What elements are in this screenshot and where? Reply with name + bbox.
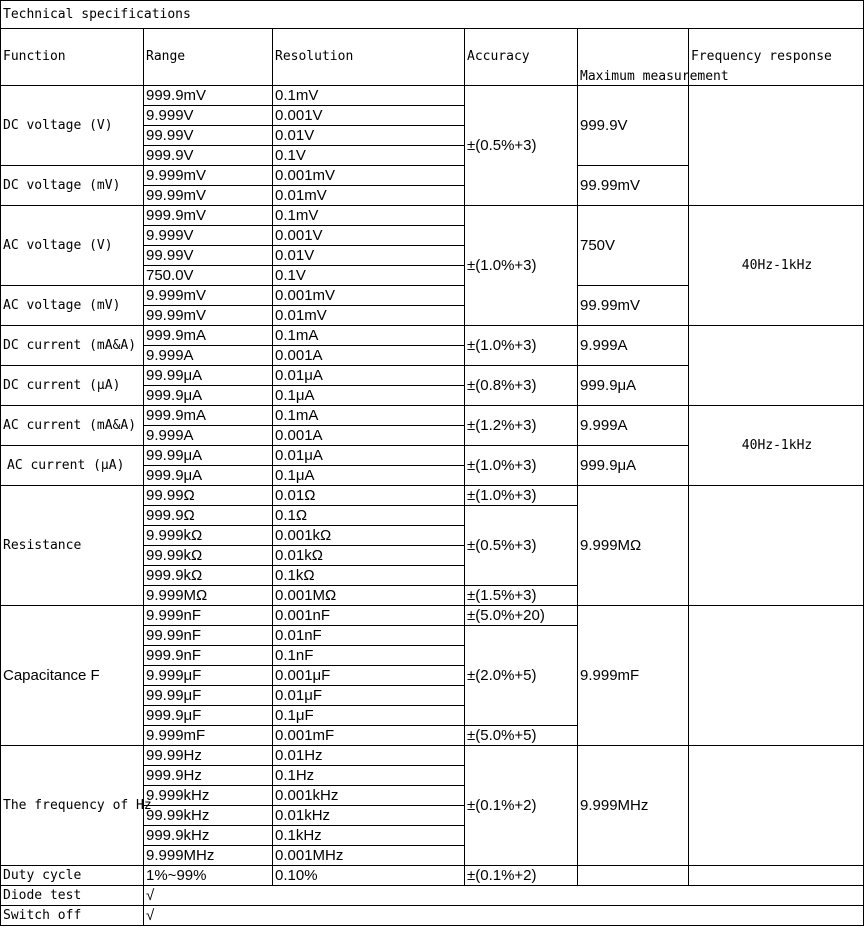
- range-cell: 999.9μA: [144, 466, 273, 486]
- resolution-cell: 0.01kΩ: [273, 546, 465, 566]
- range-cell: 999.9mA: [144, 406, 273, 426]
- function-cell: AC voltage (V): [1, 206, 144, 286]
- resolution-cell: 0.1mA: [273, 406, 465, 426]
- accuracy-cell: ±(0.1%+2): [465, 746, 578, 866]
- check-mark: √: [144, 886, 864, 906]
- function-cell: Capacitance F: [1, 606, 144, 746]
- range-cell: 99.99kHz: [144, 806, 273, 826]
- range-cell: 99.99Ω: [144, 486, 273, 506]
- resolution-cell: 0.001MHz: [273, 846, 465, 866]
- freq-cell: [689, 866, 864, 886]
- range-cell: 99.99μA: [144, 446, 273, 466]
- range-cell: 9.999MHz: [144, 846, 273, 866]
- accuracy-cell: ±(0.5%+3): [465, 86, 578, 206]
- range-cell: 999.9mV: [144, 86, 273, 106]
- range-cell: 9.999μF: [144, 666, 273, 686]
- resolution-cell: 0.10%: [273, 866, 465, 886]
- resolution-cell: 0.1V: [273, 146, 465, 166]
- freq-cell: [689, 606, 864, 746]
- function-cell: Duty cycle: [1, 866, 144, 886]
- resolution-cell: 0.001V: [273, 226, 465, 246]
- resolution-cell: 0.01mV: [273, 186, 465, 206]
- table-row: [1, 406, 864, 426]
- freq-cell: [689, 486, 864, 606]
- range-cell: 99.99kΩ: [144, 546, 273, 566]
- range-cell: 9.999A: [144, 346, 273, 366]
- resolution-cell: 0.01kHz: [273, 806, 465, 826]
- range-cell: 99.99μA: [144, 366, 273, 386]
- range-cell: 999.9Ω: [144, 506, 273, 526]
- resolution-cell: 0.001μF: [273, 666, 465, 686]
- resolution-cell: 0.1mA: [273, 326, 465, 346]
- resolution-cell: 0.01nF: [273, 626, 465, 646]
- range-cell: 999.9kΩ: [144, 566, 273, 586]
- function-cell: DC voltage (V): [1, 86, 144, 166]
- check-mark: √: [144, 906, 864, 926]
- resolution-cell: 0.001mF: [273, 726, 465, 746]
- range-cell: 999.9mV: [144, 206, 273, 226]
- resolution-cell: 0.001MΩ: [273, 586, 465, 606]
- table-row: [1, 886, 864, 906]
- freq-cell: 40Hz-1kHz: [689, 406, 864, 486]
- resolution-cell: 0.001V: [273, 106, 465, 126]
- resolution-cell: 0.001nF: [273, 606, 465, 626]
- max-cell: [578, 866, 689, 886]
- resolution-cell: 0.001A: [273, 426, 465, 446]
- range-cell: 9.999MΩ: [144, 586, 273, 606]
- resolution-cell: 0.001mV: [273, 286, 465, 306]
- header-row: [1, 29, 864, 86]
- freq-cell: 40Hz-1kHz: [689, 206, 864, 326]
- range-cell: 999.9nF: [144, 646, 273, 666]
- resolution-cell: 0.001kHz: [273, 786, 465, 806]
- resolution-cell: 0.1nF: [273, 646, 465, 666]
- accuracy-cell: ±(1.0%+3): [465, 486, 578, 506]
- max-cell: 9.999MHz: [578, 746, 689, 866]
- header-function: Function: [1, 29, 144, 86]
- range-cell: 99.99Hz: [144, 746, 273, 766]
- function-cell: The frequency of Hz: [1, 746, 144, 866]
- max-cell: 750V: [578, 206, 689, 286]
- accuracy-cell: ±(1.5%+3): [465, 586, 578, 606]
- resolution-cell: 0.1μA: [273, 466, 465, 486]
- function-cell: DC voltage (mV): [1, 166, 144, 206]
- resolution-cell: 0.01μF: [273, 686, 465, 706]
- function-cell: Diode test: [1, 886, 144, 906]
- function-cell: AC voltage (mV): [1, 286, 144, 326]
- range-cell: 99.99V: [144, 246, 273, 266]
- range-cell: 999.9kHz: [144, 826, 273, 846]
- max-cell: 999.9μA: [578, 446, 689, 486]
- accuracy-cell: ±(5.0%+20): [465, 606, 578, 626]
- range-cell: 99.99V: [144, 126, 273, 146]
- max-cell: 999.9μA: [578, 366, 689, 406]
- function-cell: AC current (mA&A): [1, 406, 144, 446]
- range-cell: 99.99mV: [144, 186, 273, 206]
- range-cell: 9.999nF: [144, 606, 273, 626]
- resolution-cell: 0.1kHz: [273, 826, 465, 846]
- resolution-cell: 0.1V: [273, 266, 465, 286]
- accuracy-cell: ±(5.0%+5): [465, 726, 578, 746]
- header-range: Range: [144, 29, 273, 86]
- resolution-cell: 0.001kΩ: [273, 526, 465, 546]
- accuracy-cell: ±(1.0%+3): [465, 206, 578, 326]
- range-cell: 9.999kΩ: [144, 526, 273, 546]
- range-cell: 999.9μF: [144, 706, 273, 726]
- max-cell: 9.999mF: [578, 606, 689, 746]
- header-resolution: Resolution: [273, 29, 465, 86]
- range-cell: 999.9Hz: [144, 766, 273, 786]
- accuracy-cell: ±(1.2%+3): [465, 406, 578, 446]
- range-cell: 9.999mV: [144, 286, 273, 306]
- range-cell: 9.999A: [144, 426, 273, 446]
- max-cell: 9.999A: [578, 406, 689, 446]
- resolution-cell: 0.01V: [273, 246, 465, 266]
- table-row: [1, 326, 864, 346]
- freq-cell: [689, 746, 864, 866]
- range-cell: 999.9μA: [144, 386, 273, 406]
- resolution-cell: 0.01Hz: [273, 746, 465, 766]
- resolution-cell: 0.1mV: [273, 206, 465, 226]
- range-cell: 99.99mV: [144, 306, 273, 326]
- resolution-cell: 0.001mV: [273, 166, 465, 186]
- resolution-cell: 0.01mV: [273, 306, 465, 326]
- range-cell: 9.999mV: [144, 166, 273, 186]
- range-cell: 99.99nF: [144, 626, 273, 646]
- table-row: [1, 486, 864, 506]
- table-row: [1, 86, 864, 106]
- resolution-cell: 0.1kΩ: [273, 566, 465, 586]
- table-row: [1, 746, 864, 766]
- table-title: Technical specifications: [1, 1, 864, 29]
- resolution-cell: 0.1Ω: [273, 506, 465, 526]
- max-cell: 99.99mV: [578, 166, 689, 206]
- max-cell: 9.999A: [578, 326, 689, 366]
- function-cell: Resistance: [1, 486, 144, 606]
- max-cell: 99.99mV: [578, 286, 689, 326]
- resolution-cell: 0.1μF: [273, 706, 465, 726]
- accuracy-cell: ±(2.0%+5): [465, 626, 578, 726]
- resolution-cell: 0.01μA: [273, 446, 465, 466]
- max-cell: 999.9V: [578, 86, 689, 166]
- range-cell: 750.0V: [144, 266, 273, 286]
- resolution-cell: 0.1Hz: [273, 766, 465, 786]
- range-cell: 1%~99%: [144, 866, 273, 886]
- max-cell: 9.999MΩ: [578, 486, 689, 606]
- resolution-cell: 0.01Ω: [273, 486, 465, 506]
- table-row: [1, 206, 864, 226]
- freq-cell: [689, 326, 864, 406]
- table-row: [1, 906, 864, 926]
- range-cell: 9.999mF: [144, 726, 273, 746]
- range-cell: 999.9mA: [144, 326, 273, 346]
- resolution-cell: 0.1mV: [273, 86, 465, 106]
- accuracy-cell: ±(0.1%+2): [465, 866, 578, 886]
- header-freq: Frequency response: [689, 29, 864, 86]
- range-cell: 999.9V: [144, 146, 273, 166]
- range-cell: 99.99μF: [144, 686, 273, 706]
- table-row: [1, 866, 864, 886]
- resolution-cell: 0.01V: [273, 126, 465, 146]
- function-cell: DC current (μA): [1, 366, 144, 406]
- range-cell: 9.999V: [144, 106, 273, 126]
- resolution-cell: 0.001A: [273, 346, 465, 366]
- table-row: [1, 606, 864, 626]
- range-cell: 9.999kHz: [144, 786, 273, 806]
- accuracy-cell: ±(0.5%+3): [465, 506, 578, 586]
- accuracy-cell: ±(1.0%+3): [465, 446, 578, 486]
- freq-cell: [689, 86, 864, 206]
- header-max: Maximum measurement: [578, 29, 689, 86]
- title-row: [1, 1, 864, 29]
- function-cell: Switch off: [1, 906, 144, 926]
- header-accuracy: Accuracy: [465, 29, 578, 86]
- resolution-cell: 0.1μA: [273, 386, 465, 406]
- function-cell: DC current (mA&A): [1, 326, 144, 366]
- range-cell: 9.999V: [144, 226, 273, 246]
- function-cell: AC current (μA): [1, 446, 144, 486]
- accuracy-cell: ±(1.0%+3): [465, 326, 578, 366]
- resolution-cell: 0.01μA: [273, 366, 465, 386]
- accuracy-cell: ±(0.8%+3): [465, 366, 578, 406]
